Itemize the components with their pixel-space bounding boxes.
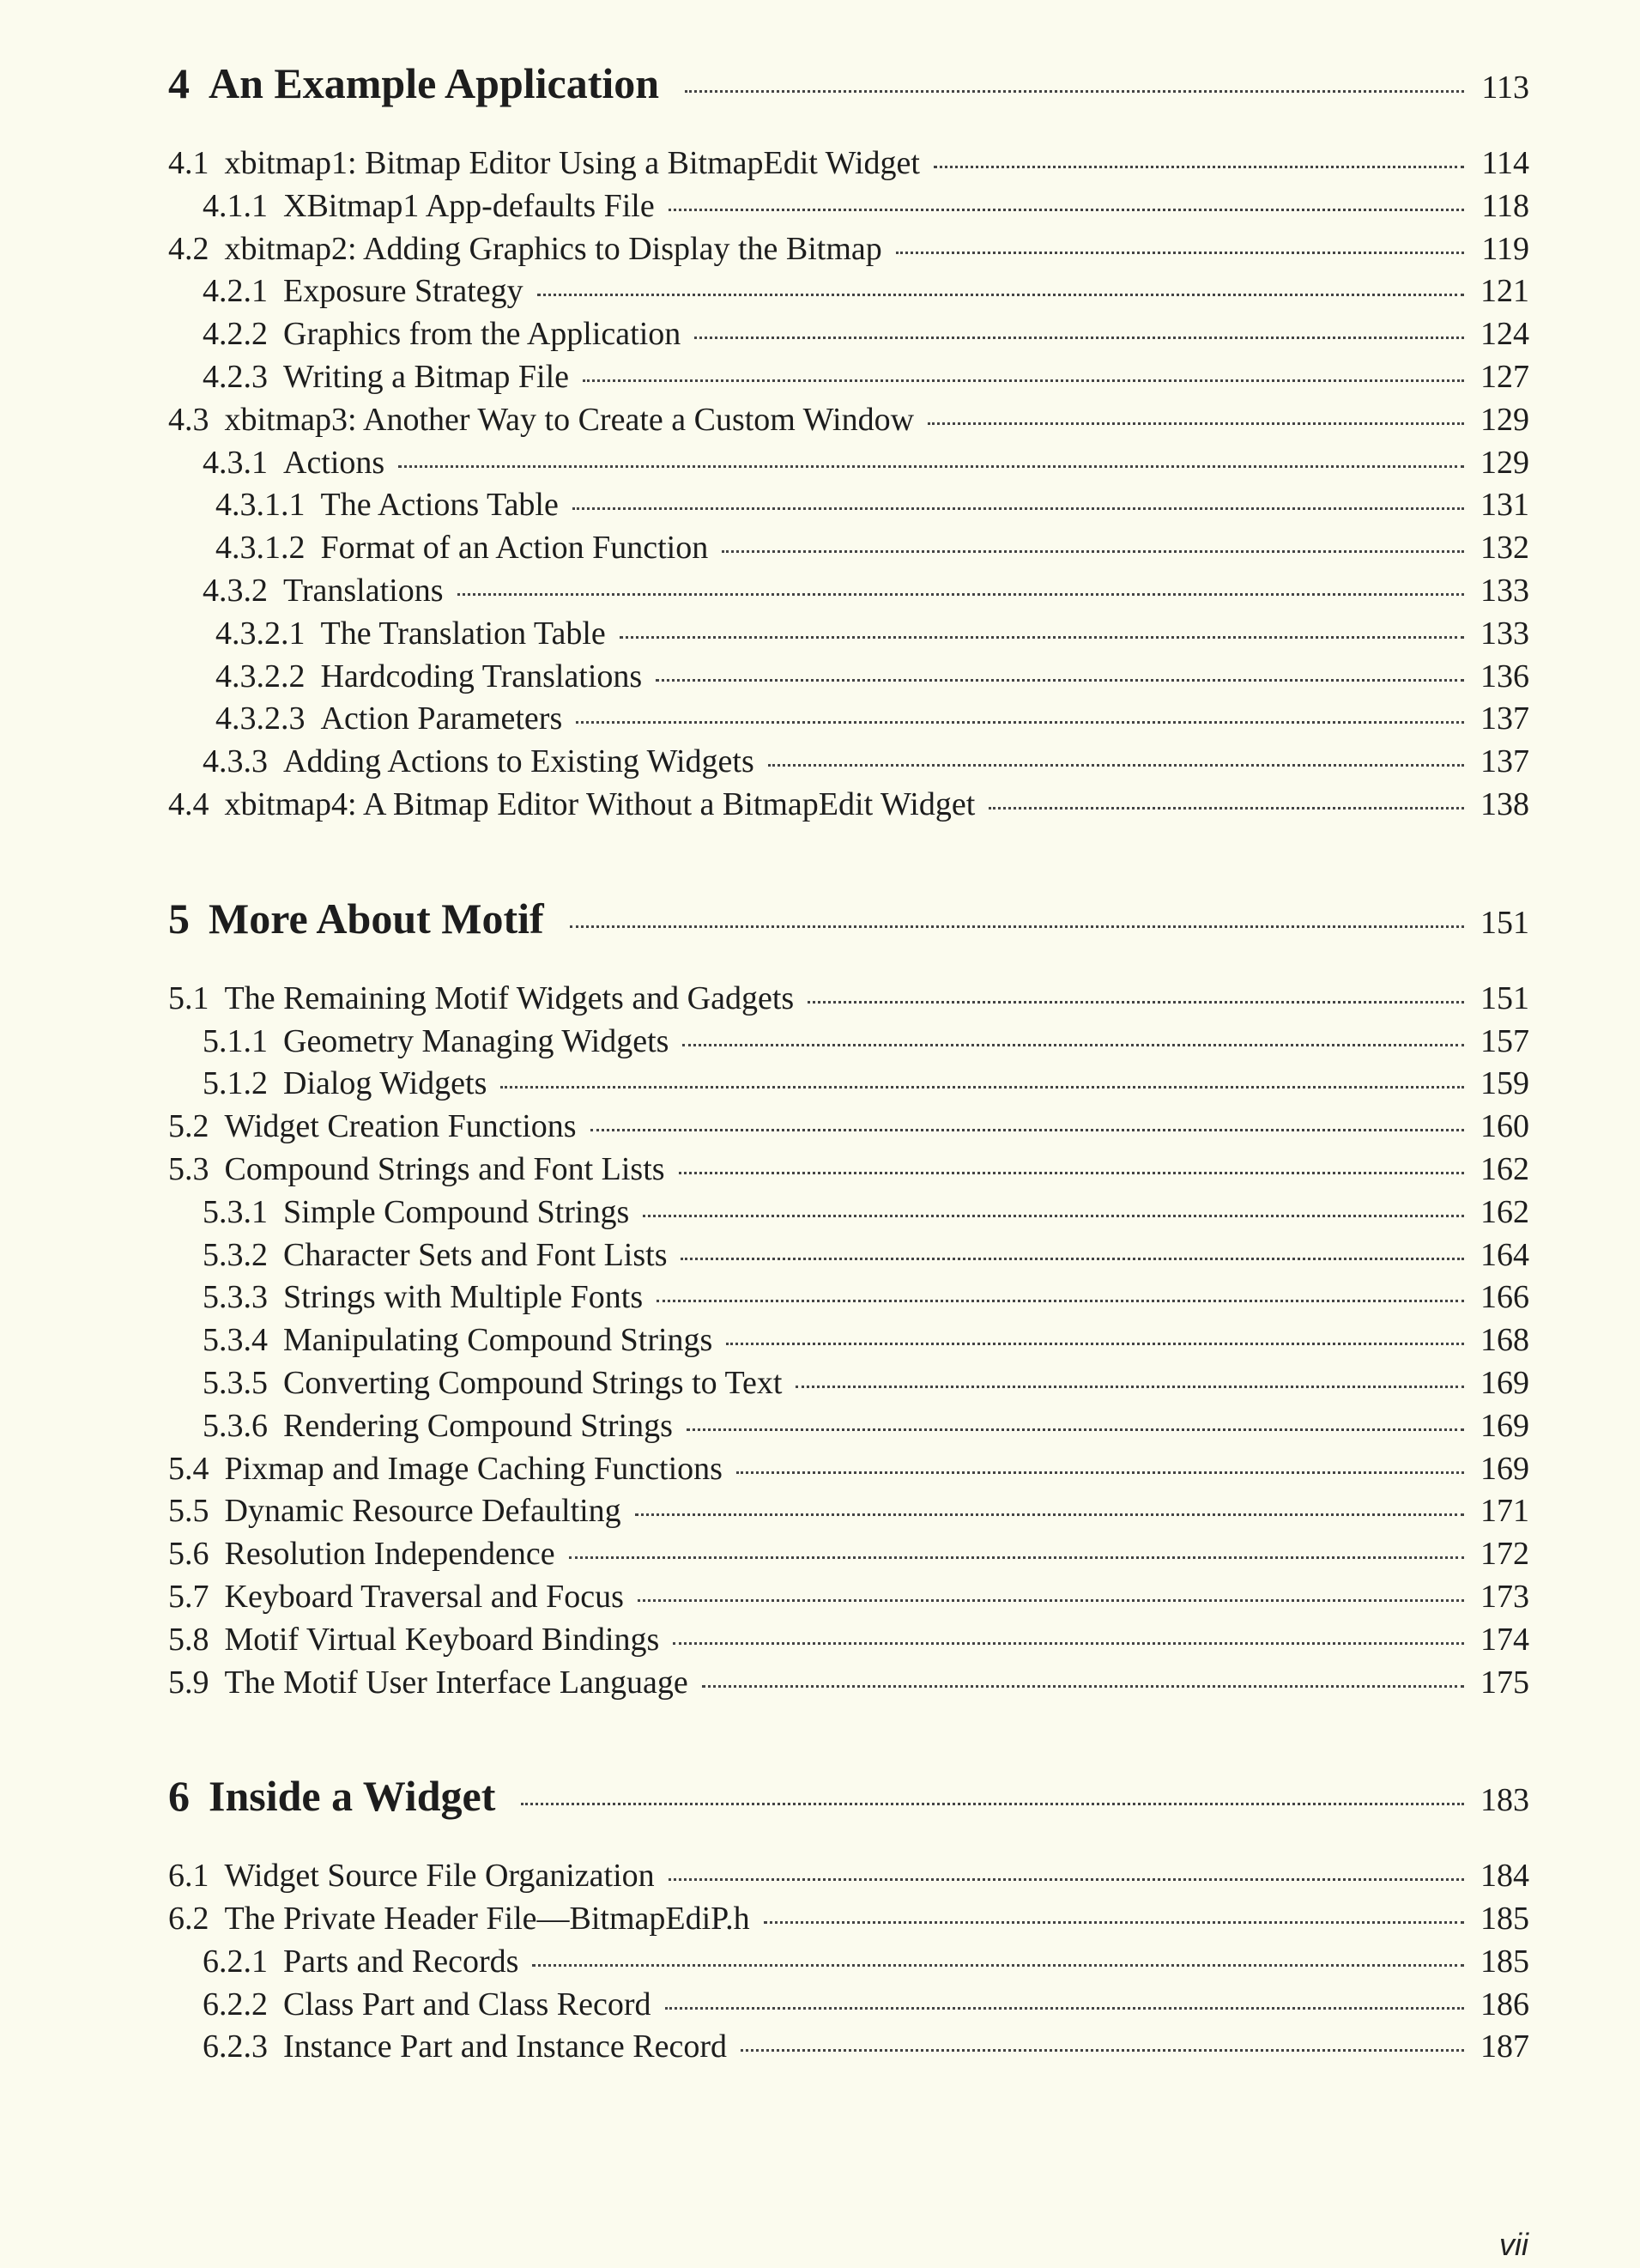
entry-number: 5.3.2 xyxy=(203,1236,268,1273)
entry-number: 5.3.4 xyxy=(203,1322,268,1359)
toc-entry[interactable] xyxy=(168,741,1529,784)
chapter-title: An Example Application xyxy=(209,59,660,107)
toc-entry[interactable] xyxy=(168,185,1529,228)
dot-leader xyxy=(500,1086,1464,1089)
toc-entry[interactable] xyxy=(168,313,1529,356)
toc-entry[interactable] xyxy=(168,1490,1529,1533)
entry-title: Converting Compound Strings to Text xyxy=(283,1364,783,1401)
toc-entry[interactable] xyxy=(168,1898,1529,1941)
dot-leader xyxy=(796,1386,1464,1388)
dot-leader xyxy=(722,550,1464,553)
chapter-number: 6 xyxy=(168,1772,190,1821)
entry-title: Graphics from the Application xyxy=(283,316,681,353)
entry-number: 4.2.1 xyxy=(203,273,268,310)
page-number-folio: vii xyxy=(1499,2227,1528,2262)
entry-title: Exposure Strategy xyxy=(283,273,523,310)
entry-title: Compound Strings and Font Lists xyxy=(224,1150,665,1187)
entry-number: 6.2.2 xyxy=(203,1986,268,2022)
entry-page-number: 169 xyxy=(1480,1450,1529,1487)
entry-page-number: 169 xyxy=(1480,1364,1529,1401)
toc-entry[interactable] xyxy=(168,1619,1529,1662)
entry-page-number: 132 xyxy=(1480,530,1529,567)
entry-title: The Private Header File—BitmapEdiP.h xyxy=(224,1901,750,1938)
entry-title: The Remaining Motif Widgets and Gadgets xyxy=(224,979,795,1016)
entry-title: Action Parameters xyxy=(320,700,563,737)
entry-number: 4.1 xyxy=(168,145,209,181)
entry-title: Simple Compound Strings xyxy=(283,1193,630,1230)
entry-page-number: 173 xyxy=(1480,1578,1529,1615)
entry-number: 4.3.2.3 xyxy=(215,700,306,737)
entry-title: Class Part and Class Record xyxy=(283,1986,651,2022)
entry-number: 5.3.3 xyxy=(203,1279,268,1316)
entry-page-number: 133 xyxy=(1480,572,1529,609)
entry-title: Instance Part and Instance Record xyxy=(283,2028,728,2065)
entry-title: xbitmap1: Bitmap Editor Using a BitmapEdit Widget xyxy=(224,145,920,181)
toc-entry[interactable] xyxy=(168,1149,1529,1192)
dot-leader xyxy=(620,636,1464,639)
entry-title: Translations xyxy=(283,572,444,609)
dot-leader xyxy=(457,593,1464,596)
entry-title: Hardcoding Translations xyxy=(320,658,643,694)
entry-number: 5.3 xyxy=(168,1150,209,1187)
entry-number: 4.2.3 xyxy=(203,358,268,395)
entry-page-number: 186 xyxy=(1480,1986,1529,2022)
chapter-heading[interactable] xyxy=(168,58,1529,118)
toc-entry[interactable] xyxy=(168,1021,1529,1064)
toc-entry[interactable] xyxy=(168,978,1529,1021)
dot-leader xyxy=(635,1513,1464,1516)
dot-leader xyxy=(669,1878,1464,1881)
entry-page-number: 136 xyxy=(1480,658,1529,694)
entry-title: Manipulating Compound Strings xyxy=(283,1322,713,1359)
table-of-contents xyxy=(168,58,1529,2069)
dot-leader xyxy=(702,1685,1464,1688)
dot-leader xyxy=(694,337,1464,339)
entry-number: 5.1.2 xyxy=(203,1065,268,1102)
entry-number: 5.3.6 xyxy=(203,1407,268,1444)
toc-entry[interactable] xyxy=(168,613,1529,656)
entry-number: 4.3.1.2 xyxy=(215,530,306,567)
entry-title: xbitmap2: Adding Graphics to Display the Bitmap xyxy=(224,230,882,267)
entry-title: Character Sets and Font Lists xyxy=(283,1236,668,1273)
entry-number: 5.9 xyxy=(168,1664,209,1701)
dot-leader xyxy=(764,1921,1464,1924)
toc-entry[interactable] xyxy=(168,698,1529,741)
dot-leader xyxy=(532,1964,1464,1967)
toc-entry[interactable] xyxy=(168,1984,1529,2027)
toc-entry[interactable] xyxy=(168,399,1529,442)
dot-leader xyxy=(768,764,1464,767)
toc-entry[interactable] xyxy=(168,656,1529,699)
entry-number: 5.6 xyxy=(168,1536,209,1573)
entry-number: 5.5 xyxy=(168,1493,209,1530)
entry-title: The Actions Table xyxy=(320,487,559,524)
chapter-title: Inside a Widget xyxy=(209,1772,496,1821)
entry-page-number: 124 xyxy=(1480,316,1529,353)
dot-leader xyxy=(590,1129,1464,1131)
toc-entry[interactable] xyxy=(168,1533,1529,1576)
toc-entry[interactable] xyxy=(168,1448,1529,1491)
entry-title: Writing a Bitmap File xyxy=(283,358,570,395)
toc-entry[interactable] xyxy=(168,228,1529,271)
entry-page-number: 162 xyxy=(1480,1193,1529,1230)
dot-leader xyxy=(896,252,1464,254)
chapter-heading[interactable] xyxy=(168,894,1529,954)
chapter-section xyxy=(168,894,1529,1772)
toc-entry[interactable] xyxy=(168,1941,1529,1984)
entry-page-number: 174 xyxy=(1480,1621,1529,1658)
dot-leader xyxy=(928,422,1464,425)
entry-page-number: 137 xyxy=(1480,700,1529,737)
entry-number: 4.3.1 xyxy=(203,444,268,481)
chapter-page-number: 183 xyxy=(1480,1782,1529,1819)
entry-number: 5.2 xyxy=(168,1108,209,1145)
entry-title: xbitmap3: Another Way to Create a Custom Window xyxy=(224,401,915,438)
entry-number: 5.8 xyxy=(168,1621,209,1658)
toc-entry[interactable] xyxy=(168,1405,1529,1448)
dot-leader xyxy=(583,379,1464,382)
entry-number: 4.1.1 xyxy=(203,187,268,224)
entry-title: Motif Virtual Keyboard Bindings xyxy=(224,1621,660,1658)
entry-number: 6.2 xyxy=(168,1901,209,1938)
entry-title: Format of an Action Function xyxy=(320,530,709,567)
entry-page-number: 184 xyxy=(1480,1858,1529,1895)
dot-leader xyxy=(572,507,1464,510)
dot-leader xyxy=(669,209,1464,211)
entry-title: Resolution Independence xyxy=(224,1536,555,1573)
entry-number: 4.2 xyxy=(168,230,209,267)
dot-leader xyxy=(656,679,1464,682)
entry-page-number: 129 xyxy=(1480,444,1529,481)
entry-page-number: 129 xyxy=(1480,401,1529,438)
entry-number: 5.3.5 xyxy=(203,1364,268,1401)
entry-title: Parts and Records xyxy=(283,1943,519,1980)
toc-entry[interactable] xyxy=(168,1855,1529,1898)
entry-title: The Motif User Interface Language xyxy=(224,1664,688,1701)
toc-entry[interactable] xyxy=(168,484,1529,527)
entry-page-number: 171 xyxy=(1480,1493,1529,1530)
entry-title: The Translation Table xyxy=(320,615,606,652)
entry-title: Pixmap and Image Caching Functions xyxy=(224,1450,723,1487)
entry-page-number: 114 xyxy=(1481,145,1529,181)
dot-leader xyxy=(934,166,1464,168)
chapter-title: More About Motif xyxy=(209,894,544,943)
entry-title: Widget Creation Functions xyxy=(224,1108,577,1145)
dot-leader xyxy=(679,1172,1464,1174)
entry-title: Keyboard Traversal and Focus xyxy=(224,1578,624,1615)
entry-page-number: 157 xyxy=(1480,1022,1529,1059)
entry-number: 5.4 xyxy=(168,1450,209,1487)
dot-leader xyxy=(673,1642,1464,1645)
dot-leader xyxy=(808,1001,1464,1004)
entry-number: 4.3.1.1 xyxy=(215,487,306,524)
entry-page-number: 166 xyxy=(1480,1279,1529,1316)
entry-number: 5.1.1 xyxy=(203,1022,268,1059)
entry-page-number: 127 xyxy=(1480,358,1529,395)
dot-leader xyxy=(726,1343,1464,1345)
entry-title: xbitmap4: A Bitmap Editor Without a BitmapEdit Widget xyxy=(224,785,976,822)
entry-page-number: 172 xyxy=(1480,1536,1529,1573)
entry-number: 4.3.3 xyxy=(203,743,268,780)
dot-leader xyxy=(681,1258,1464,1260)
entry-number: 4.2.2 xyxy=(203,316,268,353)
entry-title: Adding Actions to Existing Widgets xyxy=(283,743,754,780)
entry-number: 4.4 xyxy=(168,785,209,822)
entry-number: 4.3.2.2 xyxy=(215,658,306,694)
dot-leader xyxy=(665,2007,1464,2010)
entry-number: 6.1 xyxy=(168,1858,209,1895)
dot-leader xyxy=(576,721,1464,724)
toc-entry[interactable] xyxy=(168,1277,1529,1319)
entry-page-number: 187 xyxy=(1480,2028,1529,2065)
dot-leader xyxy=(569,1556,1464,1559)
entry-page-number: 185 xyxy=(1480,1943,1529,1980)
entry-title: Geometry Managing Widgets xyxy=(283,1022,669,1059)
chapter-page-number: 113 xyxy=(1481,70,1529,106)
entry-page-number: 138 xyxy=(1480,785,1529,822)
chapter-number: 5 xyxy=(168,894,190,943)
toc-entry[interactable] xyxy=(168,1106,1529,1149)
chapter-page-number: 151 xyxy=(1480,904,1529,941)
entry-page-number: 133 xyxy=(1480,615,1529,652)
toc-entry[interactable] xyxy=(168,784,1529,827)
entry-number: 6.2.1 xyxy=(203,1943,268,1980)
dot-leader xyxy=(682,1044,1464,1046)
dot-leader xyxy=(521,1803,1464,1805)
entry-page-number: 137 xyxy=(1480,743,1529,780)
entry-page-number: 162 xyxy=(1480,1150,1529,1187)
entry-page-number: 169 xyxy=(1480,1407,1529,1444)
entry-title: Dynamic Resource Defaulting xyxy=(224,1493,621,1530)
toc-entry[interactable] xyxy=(168,442,1529,485)
dot-leader xyxy=(570,925,1464,928)
dot-leader xyxy=(638,1599,1464,1602)
chapter-section xyxy=(168,58,1529,894)
entry-number: 5.1 xyxy=(168,979,209,1016)
toc-entry[interactable] xyxy=(168,1362,1529,1405)
dot-leader xyxy=(989,807,1464,810)
entry-page-number: 119 xyxy=(1481,230,1529,267)
dot-leader xyxy=(537,294,1464,296)
toc-entry[interactable] xyxy=(168,1234,1529,1277)
dot-leader xyxy=(643,1215,1464,1217)
entry-number: 6.2.3 xyxy=(203,2028,268,2065)
dot-leader xyxy=(685,90,1464,93)
entry-number: 5.7 xyxy=(168,1578,209,1615)
dot-leader xyxy=(741,2049,1464,2052)
entry-number: 4.3.2.1 xyxy=(215,615,306,652)
chapter-section xyxy=(168,1771,1529,2069)
toc-entry[interactable] xyxy=(168,1319,1529,1362)
entry-title: Dialog Widgets xyxy=(283,1065,487,1102)
entry-page-number: 131 xyxy=(1480,487,1529,524)
entry-title: Widget Source File Organization xyxy=(224,1858,655,1895)
entry-page-number: 159 xyxy=(1480,1065,1529,1102)
toc-entry[interactable] xyxy=(168,356,1529,399)
entry-page-number: 151 xyxy=(1480,979,1529,1016)
dot-leader xyxy=(687,1428,1464,1431)
toc-entry[interactable] xyxy=(168,2026,1529,2069)
dot-leader xyxy=(398,465,1464,468)
toc-entry[interactable] xyxy=(168,1192,1529,1234)
entry-page-number: 175 xyxy=(1480,1664,1529,1701)
entry-page-number: 160 xyxy=(1480,1108,1529,1145)
toc-entry[interactable] xyxy=(168,270,1529,313)
toc-entry[interactable] xyxy=(168,143,1529,185)
entry-title: Rendering Compound Strings xyxy=(283,1407,673,1444)
dot-leader xyxy=(736,1471,1464,1474)
toc-entry[interactable] xyxy=(168,1662,1529,1705)
entry-number: 4.3 xyxy=(168,401,209,438)
toc-entry[interactable] xyxy=(168,527,1529,570)
entry-page-number: 168 xyxy=(1480,1322,1529,1359)
entry-title: Actions xyxy=(283,444,385,481)
entry-title: XBitmap1 App-defaults File xyxy=(283,187,655,224)
entry-number: 5.3.1 xyxy=(203,1193,268,1230)
entry-number: 4.3.2 xyxy=(203,572,268,609)
toc-entry[interactable] xyxy=(168,1576,1529,1619)
entry-title: Strings with Multiple Fonts xyxy=(283,1279,644,1316)
dot-leader xyxy=(657,1300,1464,1302)
entry-page-number: 185 xyxy=(1480,1901,1529,1938)
entry-page-number: 118 xyxy=(1481,187,1529,224)
entry-page-number: 164 xyxy=(1480,1236,1529,1273)
entry-page-number: 121 xyxy=(1480,273,1529,310)
chapter-heading[interactable] xyxy=(168,1771,1529,1831)
toc-entry[interactable] xyxy=(168,570,1529,613)
chapter-number: 4 xyxy=(168,59,190,107)
toc-entry[interactable] xyxy=(168,1063,1529,1106)
